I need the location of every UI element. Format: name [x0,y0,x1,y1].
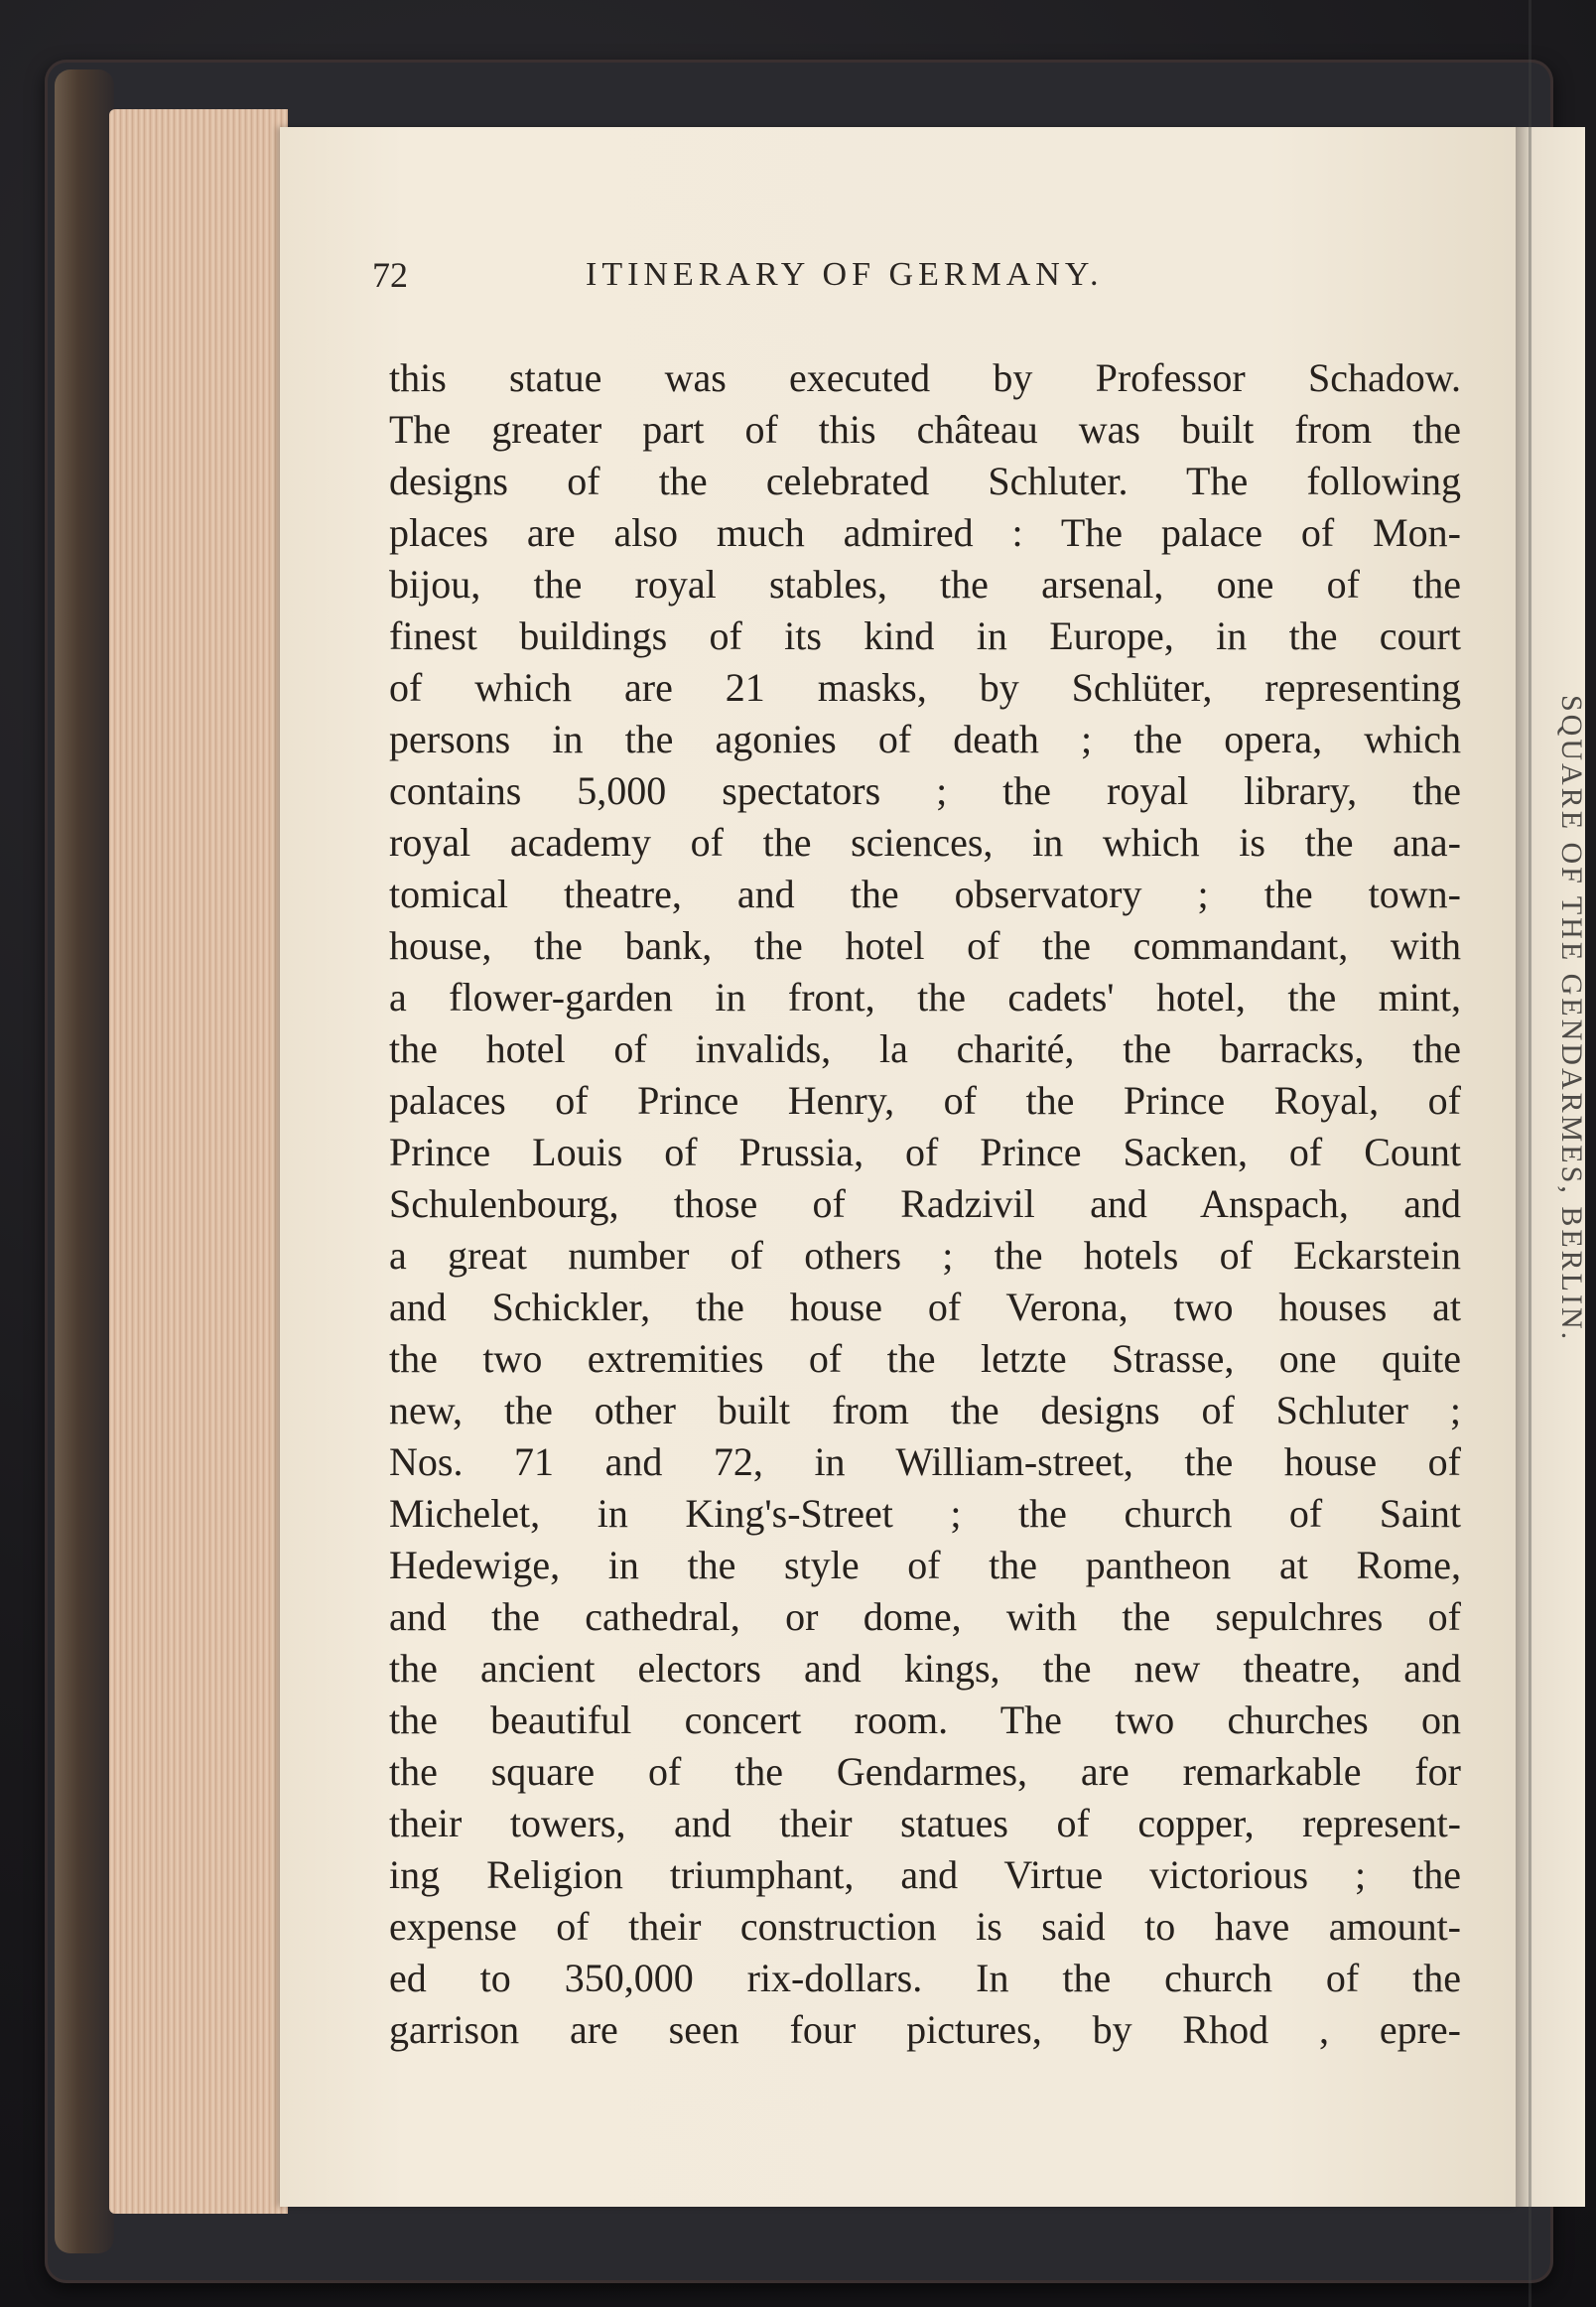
text-line: new, the other built from the designs of Schluter ; [389,1388,1461,1432]
text-line: contains 5,000 spectators ; the royal library, the [389,768,1461,813]
running-head [372,254,1464,304]
text-line: house, the bank, the hotel of the commandant, with [389,923,1461,968]
text-line: places are also much admired : The palace of Mon- [389,510,1461,555]
text-line: the two extremities of the letzte Strasse, one quite [389,1336,1461,1381]
text-line: Michelet, in King's-Street ; the church of Saint [389,1491,1461,1536]
text-line: royal academy of the sciences, in which is the ana- [389,820,1461,865]
text-line: bijou, the royal stables, the arsenal, one of the [389,562,1461,607]
text-line: ing Religion triumphant, and Virtue victorious ; the [389,1852,1461,1897]
text-line: a great number of others ; the hotels of Eckarstein [389,1233,1461,1278]
text-line: this statue was executed by Professor Schadow. [389,355,1461,400]
text-line: finest buildings of its kind in Europe, in the court [389,613,1461,658]
text-line: of which are 21 masks, by Schlüter, representing [389,665,1461,710]
text-line: Hedewige, in the style of the pantheon at Rome, [389,1543,1461,1587]
text-line: Schulenbourg, those of Radzivil and Anspach, and [389,1181,1461,1226]
text-line: Nos. 71 and 72, in William-street, the house of [389,1439,1461,1484]
running-title: ITINERARY OF GERMANY. [586,256,1104,293]
page-edges [109,109,288,2214]
plate-caption: SQUARE OF THE GENDARMES, BERLIN. [1555,695,1588,1343]
page-number: 72 [372,255,408,295]
text-line: expense of their construction is said to have amount- [389,1904,1461,1949]
text-line: Prince Louis of Prussia, of Prince Sacken, of Count [389,1130,1461,1174]
text-line: the square of the Gendarmes, are remarkable for [389,1749,1461,1794]
text-line: palaces of Prince Henry, of the Prince Royal, of [389,1078,1461,1123]
text-line: the beautiful concert room. The two churches on [389,1697,1461,1742]
text-line: the ancient electors and kings, the new theatre, and [389,1646,1461,1691]
body-text [389,352,1461,2056]
text-line: ed to 350,000 rix-dollars. In the church of the [389,1956,1461,2000]
text-line: a flower-garden in front, the cadets' hotel, the mint, [389,975,1461,1019]
text-line: and Schickler, the house of Verona, two houses at [389,1285,1461,1329]
text-line: tomical theatre, and the observatory ; the town- [389,872,1461,916]
text-line: persons in the agonies of death ; the opera, which [389,717,1461,761]
text-line: their towers, and their statues of copper, represent- [389,1801,1461,1845]
text-line: and the cathedral, or dome, with the sepulchres of [389,1594,1461,1639]
text-line: garrison are seen four pictures, by Rhod , epre- [389,2007,1461,2052]
text-line: designs of the celebrated Schluter. The following [389,459,1461,503]
text-line: The greater part of this château was built from the [389,407,1461,452]
text-line: the hotel of invalids, la charité, the barracks, the [389,1026,1461,1071]
book-spine-edge [55,69,114,2253]
